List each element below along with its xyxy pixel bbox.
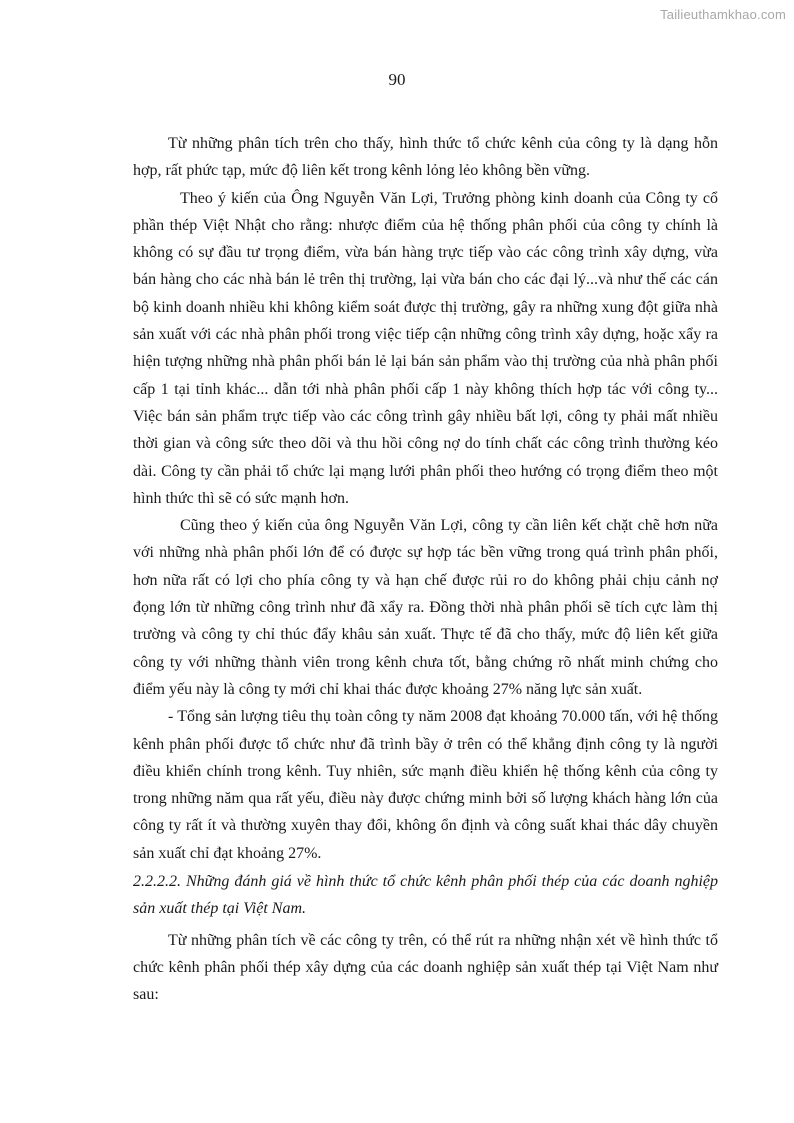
paragraph-opinion-loi: Theo ý kiến của Ông Nguyễn Văn Lợi, Trưởng phòng kinh doanh của Công ty cổ phần thép Việt Nhật cho rằng: nhược điểm của hệ thống phân phối của công ty chính là không có sự đầu tư trọng điểm, vừa bán hàng trực tiếp vào các công trình xây dựng, vừa bán hàng cho các nhà bán lẻ trên thị trường, lại vừa bán cho các đại lý...và như thế các cán bộ kinh doanh nhiều khi không kiểm soát được thị trường, gây ra những xung đột giữa nhà sản xuất với các nhà phân phối trong việc tiếp cận những công trình xây dựng, hoặc xẩy ra hiện tượng những nhà phân phối bán lẻ lại bán sản phẩm vào thị trường của nhà phân phối cấp 1 tại tỉnh khác... dẫn tới nhà phân phối cấp 1 này không thích hợp tác với công ty... Việc bán sản phẩm trực tiếp vào các công trình gây nhiều bất lợi, công ty phải mất nhiều thời gian và công sức theo dõi và thu hồi công nợ do tính chất các công trình thường kéo dài. Công ty cần phải tổ chức lại mạng lưới phân phối theo hướng có trọng điểm theo một hình thức thì sẽ có sức mạnh hơn. bbox=[133, 189, 718, 507]
paragraph-linkage: Cũng theo ý kiến của ông Nguyễn Văn Lợi, công ty cần liên kết chặt chẽ hơn nữa với những nhà phân phối lớn để có được sự hợp tác bền vững trong quá trình phân phối, hơn nữa rất có lợi cho phía công ty và hạn chế được rủi ro do không phải chịu cảnh nợ đọng lớn từ những công trình như đã xẩy ra. Đồng thời nhà phân phối sẽ tích cực làm thị trường và công ty chỉ thúc đẩy khâu sản xuất. Thực tế đã cho thấy, mức độ liên kết giữa công ty với những thành viên trong kênh chưa tốt, bằng chứng rõ nhất minh chứng cho điểm yếu này là công ty mới chỉ khai thác được khoảng 27% năng lực sản xuất. bbox=[133, 517, 718, 698]
page-number: 90 bbox=[388, 70, 406, 89]
paragraph-sales-volume: - Tổng sản lượng tiêu thụ toàn công ty năm 2008 đạt khoảng 70.000 tấn, với hệ thống kênh phân phối được tổ chức như đã trình bầy ở trên có thể khẳng định công ty là người điều khiển chính trong kênh. Tuy nhiên, sức mạnh điều khiển hệ thống kênh của công ty trong những năm qua rất yếu, điều này được chứng minh bởi số lượng khách hàng lớn của công ty rất ít và thường xuyên thay đổi, không ổn định và công suất khai thác dây chuyền sản xuất chỉ đạt khoảng 27%. bbox=[133, 708, 718, 862]
document-body bbox=[133, 130, 718, 1009]
watermark-text: Tailieuthamkhao.com bbox=[660, 7, 786, 22]
section-heading: 2.2.2.2. Những đánh giá về hình thức tổ chức kênh phân phối thép của các doanh nghiệp sản xuất thép tại Việt Nam. bbox=[133, 873, 718, 918]
paragraph-summary: Từ những phân tích trên cho thấy, hình thức tổ chức kênh của công ty là dạng hỗn hợp, rất phức tạp, mức độ liên kết trong kênh lỏng lẻo không bền vững. bbox=[133, 135, 718, 180]
paragraph-conclusion-intro: Từ những phân tích về các công ty trên, có thể rút ra những nhận xét về hình thức tổ chức kênh phân phối thép xây dựng của các doanh nghiệp sản xuất thép tại Việt Nam như sau: bbox=[133, 931, 718, 1004]
